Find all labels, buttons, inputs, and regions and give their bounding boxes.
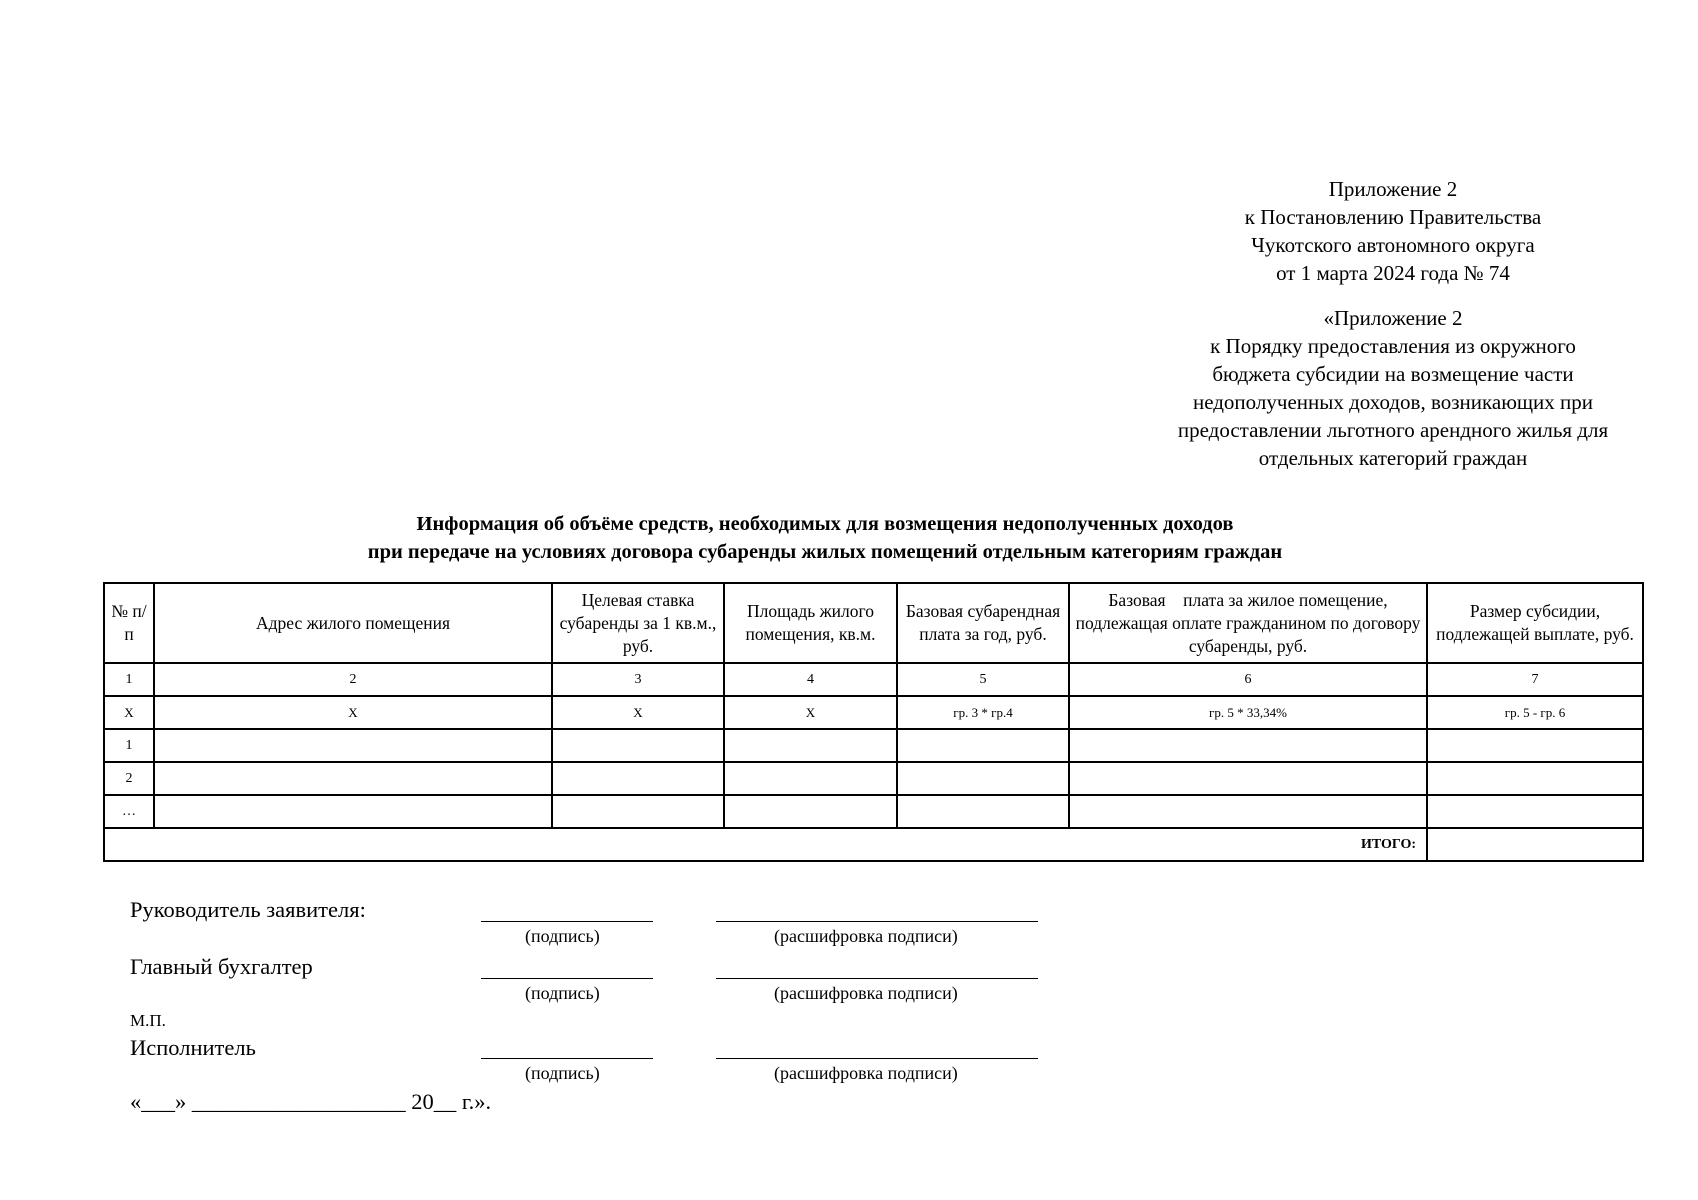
table-cell: Х (552, 696, 724, 729)
table-cell (1069, 795, 1427, 828)
document-title (100, 510, 1550, 566)
table-cell (1427, 729, 1643, 762)
header-cell: Базовая плата за жилое помещение, подлежащая оплате гражданином по договору субаренды, руб. (1069, 583, 1427, 663)
table-cell: 2 (104, 762, 154, 795)
table-cell: 1 (104, 663, 154, 696)
table-cell: 1 (104, 729, 154, 762)
appendix-line: Приложение 2 (1328, 177, 1458, 201)
table-cell: 2 (154, 663, 552, 696)
header-cell: Размер субсидии, подлежащей выплате, руб. (1427, 583, 1643, 663)
head-signature-line (481, 921, 653, 922)
table-cell (724, 795, 897, 828)
executor-signature-line (481, 1058, 653, 1059)
table-cell: 7 (1427, 663, 1643, 696)
procedure-line: к Порядку предоставления из окружного (1210, 334, 1576, 358)
signature-caption: (подпись) (525, 926, 600, 946)
table-cell (552, 729, 724, 762)
title-line-1: Информация об объёме средств, необходимых для возмещения недополученных доходов (416, 513, 1234, 535)
table-cell (897, 762, 1069, 795)
table-cell: 6 (1069, 663, 1427, 696)
decoding-caption: (расшифровка подписи) (774, 926, 958, 946)
table-row (104, 729, 1643, 762)
table-header-row (104, 583, 1643, 663)
appendix-line: от 1 марта 2024 года № 74 (1276, 261, 1510, 285)
table-cell: гр. 5 - гр. 6 (1427, 696, 1643, 729)
procedure-appendix-header (1143, 304, 1643, 472)
appendix-header (1143, 175, 1643, 287)
table-row (104, 696, 1643, 729)
table-cell: … (104, 795, 154, 828)
total-label: ИТОГО: (104, 828, 1427, 861)
date-line: «___» ___________________ 20__ г.». (130, 1089, 492, 1114)
table-cell (897, 729, 1069, 762)
decoding-caption: (расшифровка подписи) (774, 1063, 958, 1083)
table-cell: Х (154, 696, 552, 729)
table-cell (724, 762, 897, 795)
head-signature-label: Руководитель заявителя: (130, 897, 366, 922)
stamp-label: М.П. (130, 1011, 166, 1030)
table-row (104, 663, 1643, 696)
table-cell: 5 (897, 663, 1069, 696)
table-cell (154, 729, 552, 762)
procedure-line: отдельных категорий граждан (1258, 446, 1528, 470)
table-cell (552, 795, 724, 828)
table-cell (897, 795, 1069, 828)
subsidy-table (103, 582, 1644, 862)
header-cell: Адрес жилого помещения (154, 583, 552, 663)
accountant-signature-label: Главный бухгалтер (130, 954, 313, 979)
table-cell (1427, 795, 1643, 828)
header-cell: № п/п (104, 583, 154, 663)
table-row (104, 762, 1643, 795)
appendix-line: к Постановлению Правительства (1244, 205, 1542, 229)
table-cell: 3 (552, 663, 724, 696)
table-cell: гр. 3 * гр.4 (897, 696, 1069, 729)
header-cell: Площадь жилого помещения, кв.м. (724, 583, 897, 663)
title-line-2: при передаче на условиях договора субаренды жилых помещений отдельным категориям граждан (367, 541, 1283, 563)
table-cell (1069, 729, 1427, 762)
procedure-line: предоставлении льготного арендного жилья для (1177, 418, 1609, 442)
table-cell (552, 762, 724, 795)
accountant-signature-line (481, 978, 653, 979)
appendix-line: Чукотского автономного округа (1251, 233, 1535, 257)
table-cell (154, 762, 552, 795)
signature-caption: (подпись) (525, 983, 600, 1003)
executor-signature-label: Исполнитель (130, 1035, 256, 1060)
table-cell (1427, 762, 1643, 795)
procedure-line: недополученных доходов, возникающих при (1192, 390, 1594, 414)
decoding-caption: (расшифровка подписи) (774, 983, 958, 1003)
table-cell: Х (104, 696, 154, 729)
procedure-line: бюджета субсидии на возмещение части (1212, 362, 1574, 386)
total-row (104, 828, 1643, 861)
signature-caption: (подпись) (525, 1063, 600, 1083)
head-decoding-line (716, 921, 1038, 922)
header-cell: Целевая ставка субаренды за 1 кв.м., руб. (552, 583, 724, 663)
executor-decoding-line (716, 1058, 1038, 1059)
table-cell: Х (724, 696, 897, 729)
table-cell (154, 795, 552, 828)
table-row (104, 795, 1643, 828)
procedure-line: «Приложение 2 (1323, 306, 1463, 330)
table-cell (1069, 762, 1427, 795)
accountant-decoding-line (716, 978, 1038, 979)
table-cell: гр. 5 * 33,34% (1069, 696, 1427, 729)
total-value (1427, 828, 1643, 861)
table-cell: 4 (724, 663, 897, 696)
header-cell: Базовая субарендная плата за год, руб. (897, 583, 1069, 663)
table-cell (724, 729, 897, 762)
